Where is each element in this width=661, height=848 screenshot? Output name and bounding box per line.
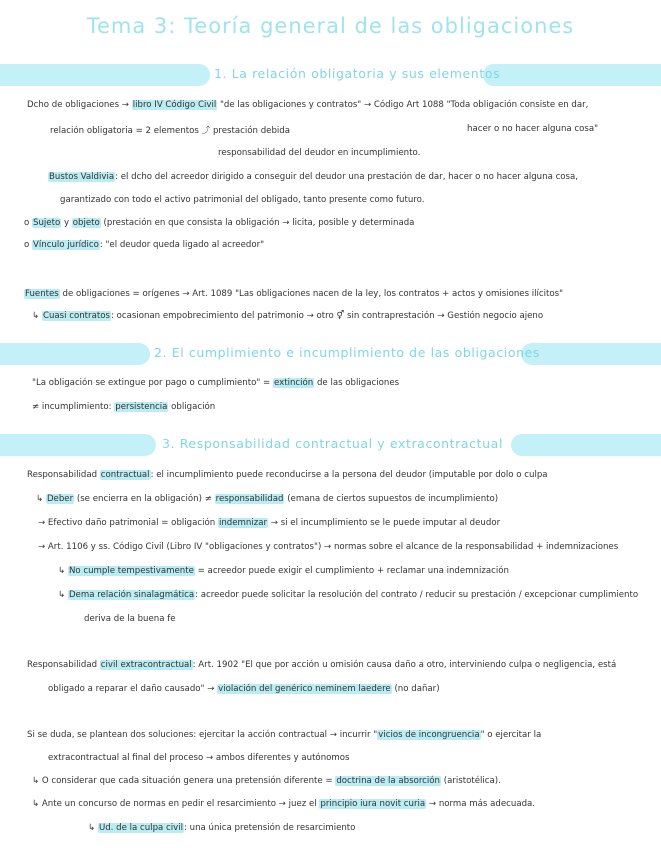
section-3-band bbox=[0, 434, 661, 456]
text-line: ↳ Dema relación sinalagmática: acreedor puede solicitar la resolución del contrato / reducir su prestación / excepcionar cumplimiento bbox=[58, 590, 639, 600]
section-3-heading: 3. Responsabilidad contractual y extracontractual bbox=[162, 436, 504, 451]
text-line: ↳ Deber (se encierra en la obligación) ≠ responsabilidad (emana de ciertos supuestos de incumplimiento) bbox=[36, 494, 499, 504]
text-line: Dcho de obligaciones → libro IV Código Civil "de las obligaciones y contratos" → Código Art 1088 "Toda obligación consiste en dar, bbox=[27, 100, 589, 110]
text-line: ↳ Cuasi contratos: ocasionan empobrecimiento del patrimonio → otro ⚥ sin contraprestación → Gestión negocio ajeno bbox=[32, 311, 544, 321]
text-line: garantizado con todo el activo patrimonial del obligado, tanto presente como futuro. bbox=[60, 195, 425, 205]
text-line: hacer o no hacer alguna cosa" bbox=[467, 124, 599, 134]
text-line: o Vínculo jurídico: "el deudor queda ligado al acreedor" bbox=[24, 240, 265, 250]
text-line: deriva de la buena fe bbox=[84, 614, 176, 624]
text-line: ↳ No cumple tempestivamente = acreedor puede exigir el cumplimiento + reclamar una indemnización bbox=[58, 566, 509, 576]
section-2-heading: 2. El cumplimiento e incumplimiento de las obligaciones bbox=[154, 345, 541, 360]
text-line: Responsabilidad contractual: el incumplimiento puede reconducirse a la persona del deudor (imputable por dolo o culpa bbox=[27, 470, 548, 480]
text-line: → Efectivo daño patrimonial = obligación indemnizar → si el incumplimiento se le puede imputar al deudor bbox=[38, 518, 501, 528]
text-line: extracontractual al final del proceso → ambos diferentes y autónomos bbox=[48, 753, 350, 763]
section-1-band bbox=[0, 64, 661, 86]
text-line: ↳ Ud. de la culpa civil: una única pretensión de resarcimiento bbox=[88, 823, 356, 833]
text-line: obligado a reparar el daño causado" → violación del genérico neminem laedere (no dañar) bbox=[48, 684, 440, 694]
page-title: Tema 3: Teoría general de las obligaciones bbox=[86, 14, 575, 38]
text-line: → Art. 1106 y ss. Código Civil (Libro IV "obligaciones y contratos") → normas sobre el alcance de la responsabilidad + indemnizaciones bbox=[38, 542, 619, 552]
text-line: ↳ O considerar que cada situación genera una pretensión diferente = doctrina de la absorción (aristotélica). bbox=[32, 776, 501, 786]
section-1-heading: 1. La relación obligatoria y sus elementos bbox=[214, 66, 501, 81]
text-line: Bustos Valdivia: el dcho del acreedor dirigido a conseguir del deudor una prestación de dar, hacer o no hacer alguna cosa, bbox=[49, 172, 579, 182]
text-line: Fuentes de obligaciones = orígenes → Art. 1089 "Las obligaciones nacen de la ley, los contratos + actos y omisiones ilícitos" bbox=[25, 289, 564, 299]
text-line: "La obligación se extingue por pago o cumplimiento" = extinción de las obligaciones bbox=[32, 378, 400, 388]
text-line: responsabilidad del deudor en incumplimiento. bbox=[218, 148, 421, 158]
text-line: Si se duda, se plantean dos soluciones: ejercitar la acción contractual → incurrir "vicios de incongruencia" o ejercitar la bbox=[27, 730, 542, 740]
text-line: relación obligatoria = 2 elementos ⤴ prestación debida bbox=[50, 126, 291, 136]
text-line: ≠ incumplimiento: persistencia obligación bbox=[32, 402, 216, 412]
text-line: o Sujeto y objeto (prestación en que consista la obligación → licita, posible y determinada bbox=[24, 218, 415, 228]
text-line: Responsabilidad civil extracontractual: Art. 1902 "El que por acción u omisión causa daño a otro, interviniendo culpa o negligencia, está bbox=[27, 660, 617, 670]
text-line: ↳ Ante un concurso de normas en pedir el resarcimiento → juez el principio iura novit curia → norma más adecuada. bbox=[32, 799, 536, 809]
section-2-band bbox=[0, 343, 661, 365]
